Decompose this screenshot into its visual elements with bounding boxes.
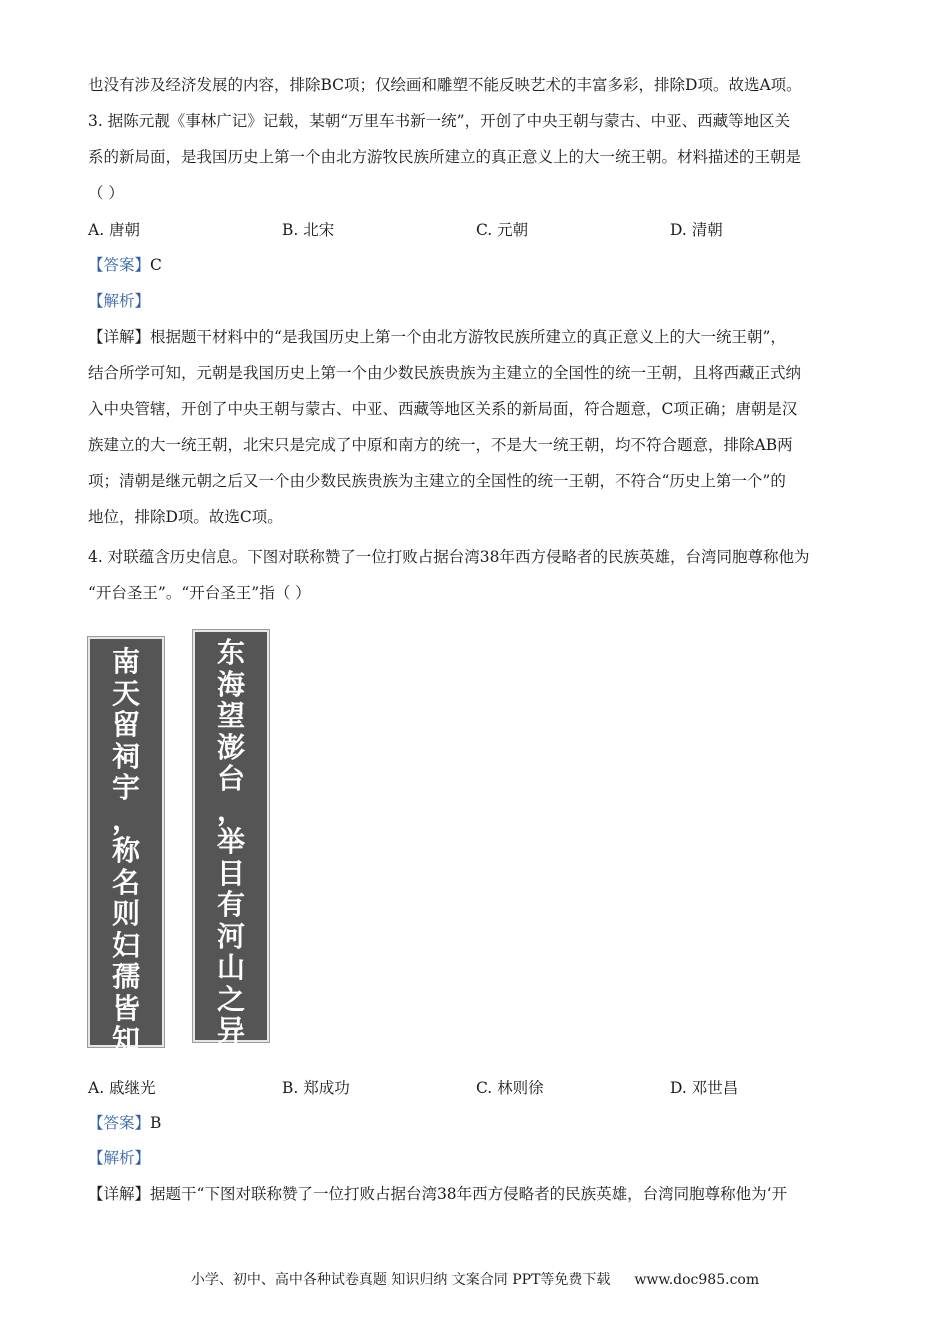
couplet-right-scroll	[193, 630, 269, 1047]
q3-stem-line-2: 系的新局面，是我国历史上第一个由北方游牧民族所建立的真正意义上的大一统王朝。材料描述的王朝是	[88, 148, 802, 166]
couplet-character: ，	[216, 793, 245, 827]
q3-option-d: D. 清朝	[670, 221, 723, 239]
q3-option-a: A. 唐朝	[88, 221, 141, 239]
q4-option-c: C. 林则徐	[476, 1079, 544, 1097]
q4-stem-line-2: “开台圣王”。“开台圣王”指（ ）	[88, 584, 311, 602]
q3-detail-line-5: 项；清朝是继元朝之后又一个由少数民族贵族为主建立的全国性的统一王朝，不符合“历史上第一个”的	[88, 472, 786, 490]
q3-detail-line-6: 地位，排除D项。故选C项。	[88, 508, 283, 526]
couplet-character: 祠	[111, 739, 140, 773]
q3-answer	[88, 254, 162, 276]
couplet-character: 山	[216, 951, 245, 984]
q4-answer	[88, 1112, 161, 1134]
couplet-character: 南	[111, 645, 140, 678]
couplet-character: 目	[216, 856, 245, 890]
couplet-character: 则	[111, 897, 140, 930]
q3-detail-line-1	[88, 326, 786, 348]
couplet-character: 天	[111, 676, 140, 710]
couplet-character: 妇	[111, 928, 140, 962]
q4-stem-line-1: 4. 对联蕴含历史信息。下图对联称赞了一位打败占据台湾38年西方侵略者的民族英雄，台湾同胞尊称他为	[88, 548, 810, 566]
couplet-right-text	[217, 637, 245, 1047]
q4-answer-value: B	[150, 1114, 162, 1132]
couplet-character: 有	[216, 888, 245, 921]
q4-option-d: D. 邓世昌	[670, 1079, 739, 1097]
couplet-character: 留	[111, 708, 140, 741]
couplet-left-text	[112, 646, 140, 1056]
couplet-character: 名	[111, 865, 140, 899]
couplet-character: 河	[216, 919, 245, 953]
couplet-character: 称	[111, 834, 140, 867]
couplet-character: 东	[216, 636, 245, 669]
q4-option-a: A. 戚继光	[88, 1079, 156, 1097]
page-footer	[0, 1270, 950, 1290]
couplet-character: 之	[216, 982, 245, 1016]
footer-site-link[interactable]: www.doc985.com	[634, 1272, 760, 1288]
q3-stem-line-3: （ ）	[88, 184, 124, 202]
q3-option-c: C. 元朝	[476, 221, 529, 239]
q4-option-b: B. 郑成功	[282, 1079, 350, 1097]
couplet-character: 台	[216, 762, 245, 795]
q3-detail-tag: 【详解】	[88, 328, 151, 346]
q3-answer-tag: 【答案】	[88, 256, 151, 274]
couplet-character: 皆	[111, 991, 140, 1025]
couplet-character: 知	[111, 1023, 140, 1056]
couplet-left-scroll	[88, 637, 164, 1056]
couplet-character: 澎	[216, 730, 245, 764]
couplet-character: 异	[216, 1014, 245, 1047]
couplet-character: 海	[216, 667, 245, 701]
q4-detail-line-1	[88, 1183, 787, 1205]
q2-tail-line: 也没有涉及经济发展的内容，排除BC项；仅绘画和雕塑不能反映艺术的丰富多彩，排除D项。故选A项。	[88, 76, 802, 94]
q3-detail-text-1: 根据题干材料中的“是我国历史上第一个由北方游牧民族所建立的真正意义上的大一统王朝”，	[150, 328, 786, 346]
couplet-character: 望	[216, 699, 245, 732]
q3-detail-line-4: 族建立的大一统王朝，北宋只是完成了中原和南方的统一，不是大一统王朝，均不符合题意，排除AB两	[88, 436, 793, 454]
q3-answer-value: C	[150, 256, 162, 274]
couplet-character: 举	[216, 825, 245, 858]
q3-detail-line-3: 入中央管辖，开创了中央王朝与蒙古、中亚、西藏等地区关系的新局面，符合题意，C项正确；唐朝是汉	[88, 400, 798, 418]
q3-stem-line-1: 3. 据陈元靓《事林广记》记载，某朝“万里车书新一统”，开创了中央王朝与蒙古、中亚、西藏等地区关	[88, 112, 791, 130]
couplet-character: ，	[111, 802, 140, 836]
q4-detail-tag: 【详解】	[88, 1185, 151, 1203]
q4-analysis-tag: 【解析】	[88, 1149, 151, 1167]
q4-answer-tag: 【答案】	[88, 1114, 151, 1132]
couplet-character: 孺	[111, 960, 140, 993]
couplet-character: 宇	[111, 771, 140, 804]
q3-detail-line-2: 结合所学可知，元朝是我国历史上第一个由少数民族贵族为主建立的全国性的统一王朝，且将西藏正式纳	[88, 364, 802, 382]
q3-option-b: B. 北宋	[282, 221, 335, 239]
q4-detail-text-1: 据题干“下图对联称赞了一位打败占据台湾38年西方侵略者的民族英雄，台湾同胞尊称他为‘开	[150, 1185, 788, 1203]
q3-analysis-tag: 【解析】	[88, 292, 151, 310]
footer-text: 小学、初中、高中各种试卷真题 知识归纳 文案合同 PPT等免费下载	[190, 1272, 611, 1288]
